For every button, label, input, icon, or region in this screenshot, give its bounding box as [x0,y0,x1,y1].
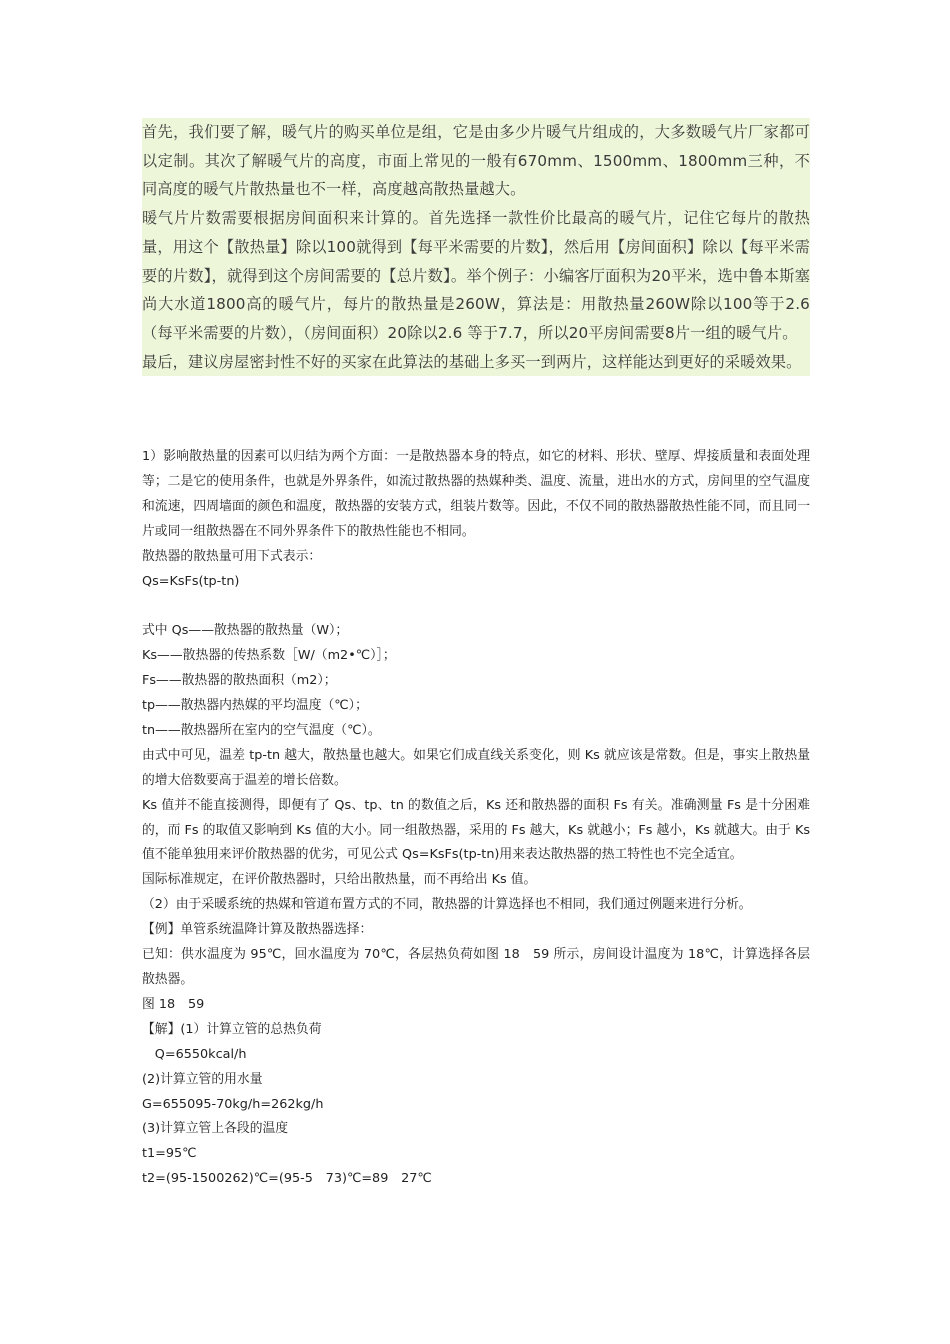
formula-line: t1=95℃ [142,1146,197,1162]
formula-line: Q=6550kcal/h [142,1046,247,1062]
figure-reference: 图 18 59 [142,996,205,1012]
text-line: 散热器的散热量可用下式表示： [142,548,322,564]
paragraph: 1）影响散热量的因素可以归结为两个方面：一是散热器本身的特点，如它的材料、形状、壁厚、焊接质量和表面处理等；二是它的使用条件，也就是外界条件，如流过散热器的热媒种类、温度、流量，进出水的方式，房间里的空气温度和流速，四周墙面的颜色和温度，散热器的安装方式，组装片数等。因此，不仅不同的散热器散热性能不同，而且同一片或同一组散热器在不同外界条件下的散热性能也不相同。 [142,449,810,539]
text-line: Fs——散热器的散热面积（m2）； [142,673,337,689]
text-line: Ks——散热器的传热系数［W/（m2•℃）］； [142,648,396,664]
formula-line: Qs=KsFs(tp-tn) [142,573,240,589]
formula-line: t2=(95-1500262)℃=(95-5 73)℃=89 27℃ [142,1171,432,1187]
paragraph: 首先，我们要了解，暖气片的购买单位是组，它是由多少片暖气片组成的，大多数暖气片厂家都可以定制。其次了解暖气片的高度，市面上常见的一般有670mm、1500mm、1800mm三种，不同高度的暖气片散热量也不一样，高度越高散热量越大。 [142,123,810,199]
highlighted-section [142,118,810,376]
formula-line: G=655095-70kg/h=262kg/h [142,1096,324,1112]
blank-line [142,594,810,619]
text-line: 式中 Qs——散热器的散热量（W）； [142,623,349,639]
text-line: （2）由于采暖系统的热媒和管道布置方式的不同，散热器的计算选择也不相同，我们通过例题来进行分析。 [142,897,752,913]
paragraph: 暖气片片数需要根据房间面积来计算的。首先选择一款性价比最高的暖气片，记住它每片的散热量，用这个【散热量】除以100就得到【每平米需要的片数】，然后用【房间面积】除以【每平米需要的片数】，就得到这个房间需要的【总片数】。举个例子：小编客厅面积为20平米，选中鲁本斯塞尚大水道1800高的暖气片，每片的散热量是260W，算法是：用散热量260W除以100等于2.6（每平米需要的片数），（房间面积）20除以2.6 等于7.7，所以20平房间需要8片一组的暖气片。 [142,209,810,342]
paragraph: 最后，建议房屋密封性不好的买家在此算法的基础上多买一到两片，这样能达到更好的采暖效果。 [142,352,802,371]
text-line: 【例】单管系统温降计算及散热器选择： [142,922,373,938]
text-line: 国际标准规定，在评价散热器时，只给出散热量，而不再给出 Ks 值。 [142,872,537,888]
paragraph: Ks 值并不能直接测得，即便有了 Qs、tp、tn 的数值之后，Ks 还和散热器的面积 Fs 有关。准确测量 Fs 是十分困难的，而 Fs 的取值又影响到 Ks 值的大小。同一组散热器，采用的 Fs 越大，Ks 就越小；Fs 越小，Ks 就越大。由于 Ks 值不能单独用来评价散热器的优劣，可见公式 Qs=KsFs(tp-tn)用来表达散热器的热工特性也不完全适宜。 [142,797,810,863]
text-line: (3)计算立管上各段的温度 [142,1121,289,1137]
body-section [142,445,810,1192]
paragraph: 由式中可见，温差 tp-tn 越大，散热量也越大。如果它们成直线关系变化，则 Ks 就应该是常数。但是，事实上散热量的增大倍数要高于温差的增长倍数。 [142,747,810,788]
text-line: tp——散热器内热媒的平均温度（℃）； [142,698,368,714]
text-line: 【解】(1）计算立管的总热负荷 [142,1021,322,1037]
text-line: tn——散热器所在室内的空气温度（℃）。 [142,722,381,738]
text-line: (2)计算立管的用水量 [142,1071,263,1087]
paragraph: 已知：供水温度为 95℃，回水温度为 70℃，各层热负荷如图 18 59 所示，房间设计温度为 18℃，计算选择各层散热器。 [142,947,810,988]
